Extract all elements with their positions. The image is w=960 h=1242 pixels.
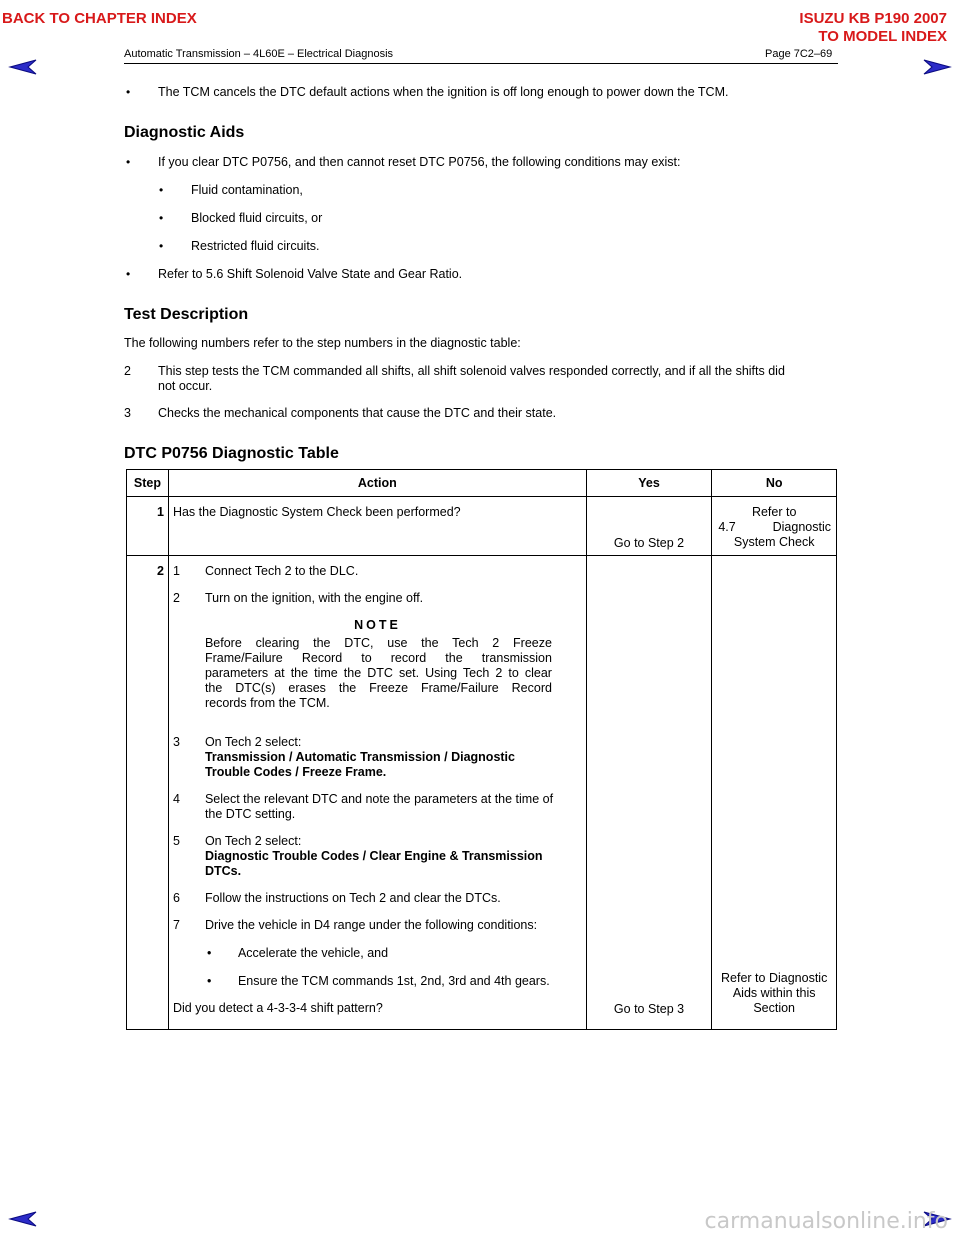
page-number: Page 7C2–69 <box>765 48 833 60</box>
test-item-text: This step tests the TCM commanded all shifts, all shift solenoid valves responded correctly, and if all the shifts did <box>158 364 785 378</box>
no-link-line[interactable]: Refer to Diagnostic <box>721 971 828 985</box>
no-link-line[interactable]: Section <box>753 1001 796 1015</box>
no-cell <box>712 556 837 1030</box>
substep-number: 5 <box>172 834 180 848</box>
back-to-chapter-index-link[interactable]: BACK TO CHAPTER INDEX <box>2 10 197 27</box>
model-title: ISUZU KB P190 2007 <box>799 10 947 27</box>
yes-cell <box>586 497 712 556</box>
header-action: Action <box>168 470 586 497</box>
substep-text: Select the relevant DTC and note the parameters at the time of <box>204 792 554 806</box>
note-text: records from the TCM. <box>204 696 330 710</box>
intro-bullet-text: The TCM cancels the DTC default actions when the ignition is off long enough to power down the TCM. <box>158 85 729 99</box>
substep-text: On Tech 2 select: <box>204 834 302 848</box>
table-row <box>127 556 837 1030</box>
diagnostic-aids-heading: Diagnostic Aids <box>124 124 245 141</box>
previous-page-arrow-icon[interactable] <box>8 1210 38 1228</box>
table-header-row <box>127 470 837 497</box>
yes-cell <box>586 556 712 1030</box>
action-cell <box>168 497 586 556</box>
substep-text: the DTC setting. <box>204 807 296 821</box>
test-item-text: not occur. <box>158 379 213 393</box>
test-item-number: 2 <box>124 364 131 378</box>
substep-number: 1 <box>172 564 180 578</box>
table-row <box>127 497 837 556</box>
aids-sub-bullet: Blocked fluid circuits, or <box>191 211 323 225</box>
substep-text: Connect Tech 2 to the DLC. <box>204 564 359 578</box>
to-model-index-link[interactable]: TO MODEL INDEX <box>818 28 947 45</box>
previous-page-arrow-icon[interactable] <box>8 58 38 76</box>
bullet-icon: • <box>126 155 131 169</box>
watermark: carmanualsonline.info <box>704 1209 948 1234</box>
bullet-icon: • <box>126 85 131 99</box>
aids-sub-bullet: Restricted fluid circuits. <box>191 239 320 253</box>
substep-number: 6 <box>172 891 180 905</box>
no-link-line[interactable]: Refer to <box>751 505 797 519</box>
aids-bullet-1: If you clear DTC P0756, and then cannot reset DTC P0756, the following conditions may exist: <box>158 155 681 169</box>
menu-path: Trouble Codes / Freeze Frame. <box>204 765 387 779</box>
substep-text: On Tech 2 select: <box>204 735 302 749</box>
note-text: the DTC(s) erases the Freeze Frame/Failure Record <box>204 681 552 695</box>
bullet-icon: • <box>159 239 164 253</box>
test-description-intro: The following numbers refer to the step numbers in the diagnostic table: <box>124 336 521 350</box>
step-cell <box>127 556 169 1030</box>
no-cell <box>712 497 837 556</box>
no-link-line[interactable]: Diagnostic <box>772 520 831 534</box>
header-yes: Yes <box>586 470 712 497</box>
menu-path: Transmission / Automatic Transmission / Diagnostic <box>204 750 515 764</box>
condition-text: Accelerate the vehicle, and <box>237 946 389 960</box>
note-text: parameters at the time the DTC set. Using Tech 2 to clear <box>204 666 552 680</box>
next-page-arrow-icon[interactable] <box>922 58 952 76</box>
substep-number: 2 <box>172 591 180 605</box>
substep-number: 7 <box>172 918 180 932</box>
condition-text: Ensure the TCM commands 1st, 2nd, 3rd and 4th gears. <box>237 974 550 988</box>
note-text: Frame/Failure Record to record the transmission <box>204 651 552 665</box>
note-title: NOTE <box>354 618 401 632</box>
yes-link[interactable]: Go to Step 2 <box>613 536 685 550</box>
header-no: No <box>712 470 837 497</box>
substep-text: Drive the vehicle in D4 range under the following conditions: <box>204 918 538 932</box>
action-cell <box>168 556 586 1030</box>
step-cell <box>127 497 169 556</box>
aids-sub-bullet: Fluid contamination, <box>191 183 303 197</box>
substep-number: 4 <box>172 792 180 806</box>
header-rule <box>124 63 838 64</box>
header-step: Step <box>127 470 169 497</box>
note-text: Before clearing the DTC, use the Tech 2 Freeze <box>204 636 552 650</box>
bullet-icon: • <box>126 267 131 281</box>
aids-bullet-2: Refer to 5.6 Shift Solenoid Valve State and Gear Ratio. <box>158 267 463 281</box>
substep-number: 3 <box>172 735 180 749</box>
menu-path: DTCs. <box>204 864 242 878</box>
yes-link[interactable]: Go to Step 3 <box>613 1002 685 1016</box>
menu-path: Diagnostic Trouble Codes / Clear Engine & Transmission <box>204 849 543 863</box>
step-number: 2 <box>157 564 164 578</box>
action-text: Has the Diagnostic System Check been performed? <box>172 505 461 519</box>
bullet-icon: • <box>159 183 164 197</box>
section-title: Automatic Transmission – 4L60E – Electrical Diagnosis <box>124 48 394 60</box>
no-link-line[interactable]: 4.7 <box>718 520 736 534</box>
substep-text: Follow the instructions on Tech 2 and clear the DTCs. <box>204 891 501 905</box>
test-description-heading: Test Description <box>124 306 249 323</box>
question-text: Did you detect a 4-3-3-4 shift pattern? <box>172 1001 383 1015</box>
no-link-line[interactable]: System Check <box>733 535 815 549</box>
bullet-icon: • <box>206 974 212 988</box>
substep-text: Turn on the ignition, with the engine off. <box>204 591 424 605</box>
test-item-text: Checks the mechanical components that cause the DTC and their state. <box>158 406 557 420</box>
test-item-number: 3 <box>124 406 131 420</box>
bullet-icon: • <box>159 211 164 225</box>
step-number: 1 <box>157 505 164 519</box>
no-link-line[interactable]: Aids within this <box>732 986 816 1000</box>
bullet-icon: • <box>206 946 212 960</box>
diagnostic-table-heading: DTC P0756 Diagnostic Table <box>124 445 339 462</box>
diagnostic-table <box>126 469 837 1030</box>
